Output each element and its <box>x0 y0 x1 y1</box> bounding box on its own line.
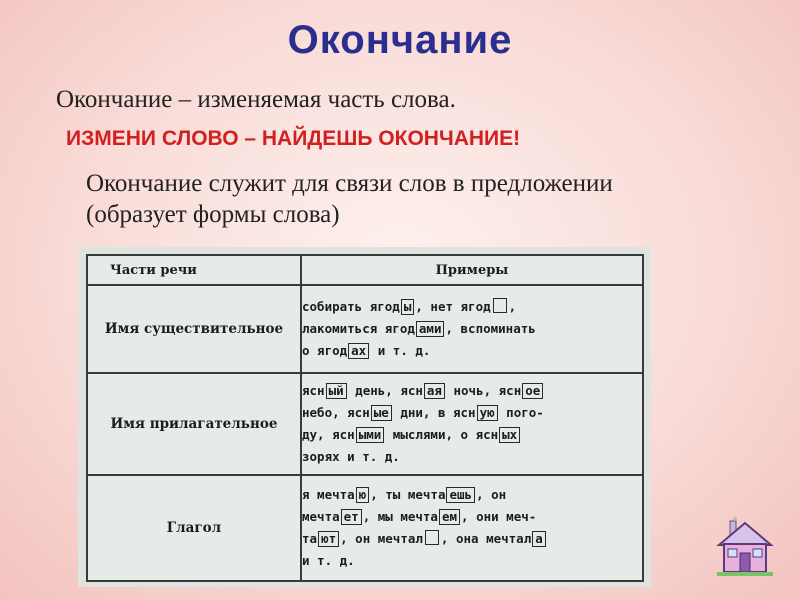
ending-box: ами <box>416 321 445 337</box>
ending-box: ое <box>522 383 543 399</box>
part-of-speech-cell: Глагол <box>87 475 301 581</box>
header-examples: Примеры <box>301 255 643 285</box>
ending-box: ют <box>318 531 339 547</box>
table-header-row <box>87 255 643 285</box>
example-text: , мы мечта <box>362 509 438 524</box>
example-line <box>302 318 642 340</box>
example-text: , <box>508 299 517 314</box>
example-text: , ты мечта <box>370 487 446 502</box>
example-text: о ягод <box>302 343 348 358</box>
ending-box: ем <box>439 509 460 525</box>
examples-cell <box>301 373 643 475</box>
example-text: , она мечтал <box>440 531 532 546</box>
table-row <box>87 373 643 475</box>
slogan-text: ИЗМЕНИ СЛОВО – НАЙДЕШЬ ОКОНЧАНИЕ! <box>66 127 521 150</box>
slide-title: Окончание <box>287 18 513 62</box>
table-row <box>87 475 643 581</box>
examples-cell <box>301 285 643 373</box>
example-text: небо, ясн <box>302 405 370 420</box>
ending-box: ы <box>401 299 415 315</box>
example-text: , нет ягод <box>415 299 491 314</box>
header-parts-of-speech: Части речи <box>87 255 301 285</box>
endings-table <box>86 254 644 582</box>
ending-box: ет <box>341 509 362 525</box>
ending-box: ых <box>499 427 520 443</box>
endings-table-image <box>78 247 651 587</box>
example-line <box>302 550 642 572</box>
table-row <box>87 285 643 373</box>
example-line <box>302 446 642 468</box>
example-text: мечта <box>302 509 340 524</box>
example-line <box>302 484 642 506</box>
example-text: я мечта <box>302 487 355 502</box>
example-line <box>302 340 642 362</box>
example-text: пого- <box>498 405 544 420</box>
house-icon[interactable] <box>715 515 775 577</box>
example-text: дни, в ясн <box>392 405 476 420</box>
example-text: лакомиться ягод <box>302 321 415 336</box>
example-text: и т. д. <box>370 343 431 358</box>
empty-ending-box <box>425 530 439 545</box>
example-text: день, ясн <box>347 383 423 398</box>
example-text: , они меч- <box>461 509 537 524</box>
example-line <box>302 402 642 424</box>
example-text: ясн <box>302 383 325 398</box>
example-line <box>302 528 642 550</box>
example-line <box>302 296 642 318</box>
definition-text: Окончание – изменяемая часть слова. <box>56 86 456 113</box>
part-of-speech-cell: Имя прилагательное <box>87 373 301 475</box>
example-text: зорях и т. д. <box>302 449 400 464</box>
example-text: собирать ягод <box>302 299 400 314</box>
ending-box: ые <box>371 405 392 421</box>
part-of-speech-cell: Имя существительное <box>87 285 301 373</box>
ending-box: ах <box>348 343 369 359</box>
example-text: , он мечтал <box>340 531 423 546</box>
example-text: , вспоминать <box>445 321 536 336</box>
ending-box: ую <box>477 405 498 421</box>
ending-box: ый <box>326 383 347 399</box>
ending-box: ешь <box>446 487 475 503</box>
examples-cell <box>301 475 643 581</box>
example-line <box>302 380 642 402</box>
ending-box: ая <box>424 383 445 399</box>
ending-box: а <box>532 531 546 547</box>
example-line <box>302 506 642 528</box>
empty-ending-box <box>493 298 507 313</box>
example-text: , он <box>476 487 507 502</box>
example-text: ду, ясн <box>302 427 355 442</box>
example-text: та <box>302 531 318 546</box>
example-text: ночь, ясн <box>445 383 522 398</box>
example-text: мыслями, о ясн <box>385 427 499 442</box>
purpose-text: Окончание служит для связи слов в предложении (образует формы слова) <box>86 170 613 228</box>
ending-box: ю <box>356 487 370 503</box>
example-line <box>302 424 642 446</box>
ending-box: ыми <box>356 427 385 443</box>
example-text: и т. д. <box>302 553 355 568</box>
